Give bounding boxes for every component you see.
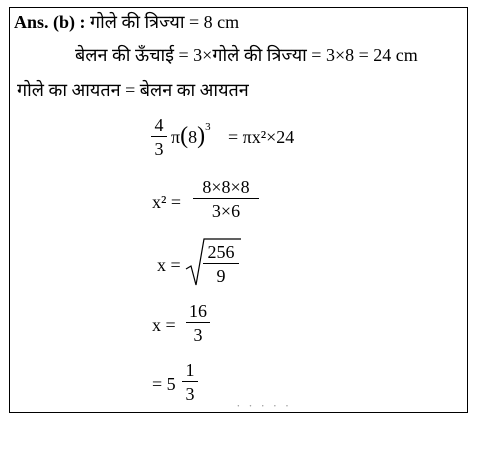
eq4-denominator: 3 [186, 322, 210, 344]
answer-line-1 [14, 13, 239, 31]
eq2-lhs: x² = [152, 192, 182, 212]
eq5-fraction [182, 361, 198, 403]
eq4-lhs: x = [152, 315, 176, 335]
cylinder-height-statement: बेलन की ऊँचाई = 3×गोले की त्रिज्या = 3×8 = 24 cm [75, 45, 418, 65]
eq5-lhs: = 5 [152, 374, 176, 394]
eq1-rhs: = πx²×24 [228, 127, 295, 147]
eq3-lhs: x = [157, 255, 181, 275]
eq4-numerator: 16 [189, 301, 207, 321]
eq4-fraction [186, 302, 210, 344]
volume-equality-statement: गोले का आयतन = बेलन का आयतन [17, 80, 249, 100]
eq1-exponent: 3 [205, 121, 211, 133]
eq3-numerator: 256 [207, 242, 235, 262]
eq1-pi: π [171, 127, 181, 147]
eq1-fraction [151, 116, 167, 158]
sphere-radius-text: गोले की त्रिज्या = 8 cm [90, 12, 240, 32]
eq3-fraction [203, 243, 239, 285]
eq5-numerator: 1 [185, 360, 195, 380]
eq3-denominator: 9 [203, 263, 239, 285]
eq2-denominator: 3×6 [193, 198, 259, 220]
eq1-numerator: 4 [154, 115, 164, 135]
eq1-denominator: 3 [151, 136, 167, 158]
eq2-numerator: 8×8×8 [202, 177, 250, 197]
eq1-close-paren: ) [197, 123, 206, 149]
answer-label: Ans. (b) : [14, 12, 86, 32]
eq1-open-paren: ( [180, 123, 189, 149]
eq5-denominator: 3 [182, 381, 198, 403]
eq1-body [171, 121, 211, 149]
cut-off-text-marks: ˙ ˙ ˙ ˙ ˙ [236, 403, 292, 418]
eq1-base: 8 [188, 127, 198, 147]
eq2-fraction [193, 178, 259, 220]
